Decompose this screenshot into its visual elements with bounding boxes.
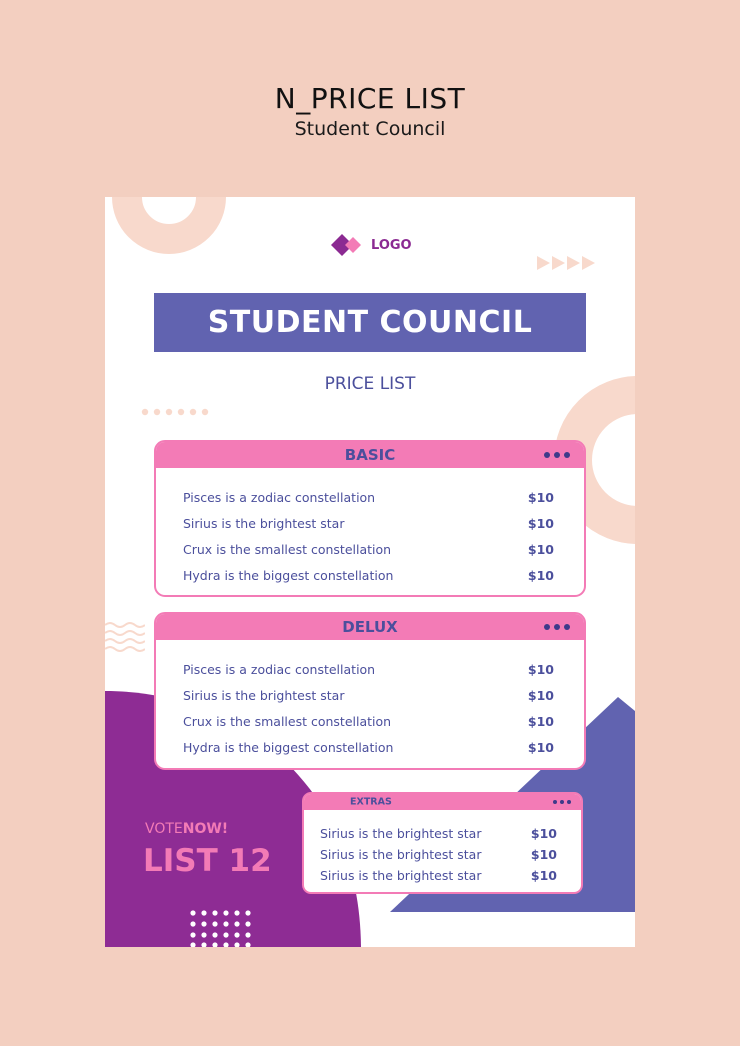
price-list-heading: PRICE LIST [324,374,416,394]
list-item [183,656,554,682]
item-name: Pisces is a zodiac constellation [183,661,376,677]
extras-card-title: EXTRAS [350,796,392,808]
list-item [320,823,557,844]
banner-title: STUDENT COUNCIL [207,305,533,340]
logo-diamond-icon [331,234,365,256]
item-price: $10 [527,687,554,703]
top-ring-decoration [105,197,235,259]
list-item [320,865,557,886]
item-price: $10 [530,847,557,862]
item-price: $10 [527,713,554,729]
list-item [183,708,554,734]
item-price: $10 [527,489,554,505]
list-item [183,562,554,588]
title-banner [154,293,586,352]
wave-decoration [105,621,145,653]
page-subtitle: Student Council [294,118,446,140]
list-item [183,734,554,760]
item-name: Sirius is the brightest star [320,847,482,862]
item-price: $10 [527,515,554,531]
delux-card-header [156,614,584,640]
item-name: Hydra is the biggest constellation [183,567,394,583]
delux-card-title: DELUX [342,618,398,636]
list-number: LIST 12 [143,843,272,879]
list-item [183,536,554,562]
item-price: $10 [527,541,554,557]
logo-text: LOGO [371,237,412,253]
logo [331,234,412,256]
arrows-decoration [537,253,599,273]
price-list-poster [105,197,635,947]
more-dots-icon [544,452,570,458]
item-price: $10 [530,868,557,883]
dots-row-decoration [141,407,215,417]
item-name: Sirius is the brightest star [183,515,345,531]
vote-prefix: VOTE [145,821,183,837]
basic-card-title: BASIC [344,446,396,464]
extras-card-header [304,794,581,810]
basic-card [154,440,586,597]
item-name: Sirius is the brightest star [320,826,482,841]
dot-grid-decoration [189,909,253,947]
basic-card-header [156,442,584,468]
item-name: Sirius is the brightest star [320,868,482,883]
item-name: Crux is the smallest constellation [183,713,392,729]
more-dots-icon [553,800,571,804]
list-item [320,844,557,865]
item-name: Crux is the smallest constellation [183,541,392,557]
list-item [183,510,554,536]
delux-card [154,612,586,770]
item-price: $10 [527,567,554,583]
item-name: Sirius is the brightest star [183,687,345,703]
extras-card [302,792,583,894]
item-name: Hydra is the biggest constellation [183,739,394,755]
more-dots-icon [544,624,570,630]
item-price: $10 [530,826,557,841]
item-price: $10 [527,739,554,755]
list-item [183,484,554,510]
list-item [183,682,554,708]
item-price: $10 [527,661,554,677]
vote-now-text [145,821,228,837]
page-title: N_PRICE LIST [274,82,466,115]
item-name: Pisces is a zodiac constellation [183,489,376,505]
vote-suffix: NOW! [182,821,229,837]
